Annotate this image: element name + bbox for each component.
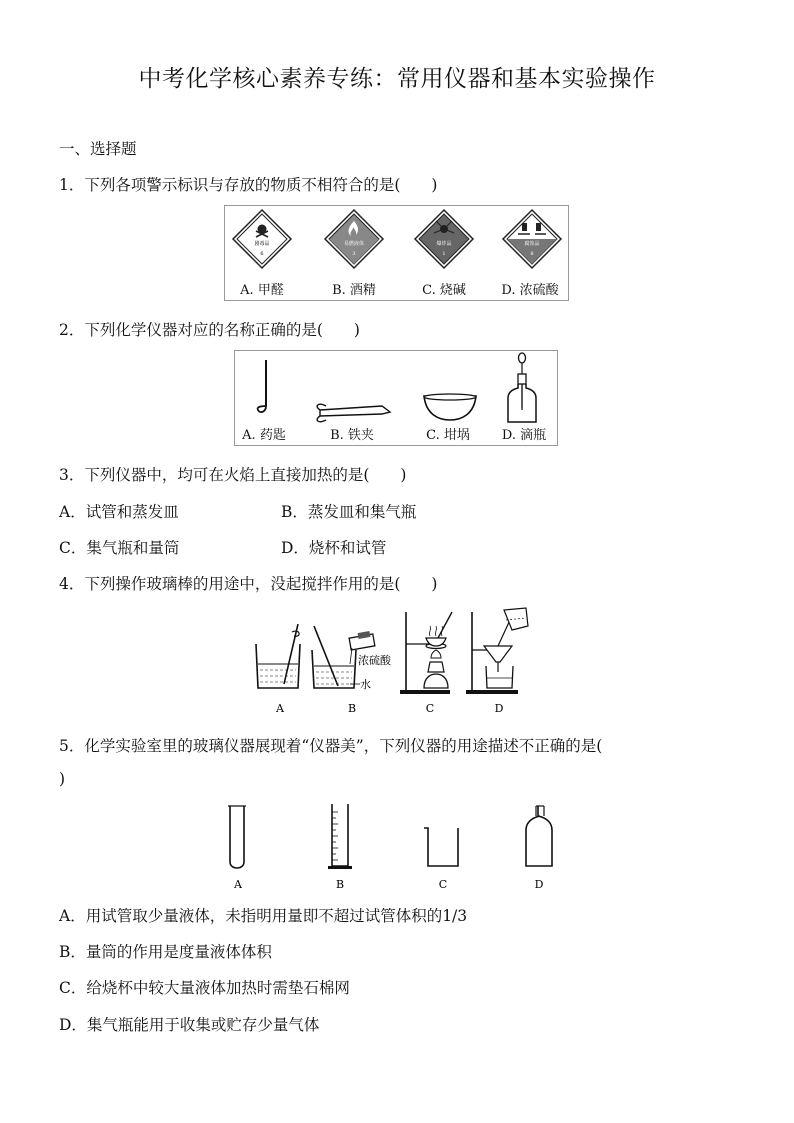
q4-label-c: C (425, 702, 435, 715)
sign-a-number: 6 (260, 251, 264, 257)
question-4-figure (246, 606, 536, 718)
question-1-figure (224, 205, 569, 301)
question-5-stem-line1: 5．化学实验室里的玻璃仪器展现着“仪器美”，下列仪器的用途描述不正确的是( (59, 737, 603, 755)
question-3-stem: 3．下列仪器中，均可在火焰上直接加热的是( ) (59, 466, 407, 484)
q5-option-d: D．集气瓶能用于收集或贮存少量气体 (59, 1016, 320, 1034)
sign-c-number: 1 (442, 251, 446, 257)
beaker-icon (424, 828, 458, 866)
q3-option-b: B．蒸发皿和集气瓶 (281, 503, 417, 521)
section-heading: 一、选择题 (59, 140, 137, 158)
q2-option-c: C. 坩埚 (426, 428, 470, 443)
graduated-cylinder-icon (328, 804, 352, 869)
q5-option-b: B．量筒的作用是度量液体体积 (59, 943, 272, 961)
q3-option-a: A．试管和蒸发皿 (59, 503, 179, 521)
q3-option-c: C．集气瓶和量筒 (59, 539, 180, 557)
beaker-stirring-icon (256, 624, 300, 688)
page-title: 中考化学核心素养专练：常用仪器和基本实验操作 (138, 66, 656, 92)
q5-label-a: A (234, 878, 242, 891)
question-5-stem-line2: ) (59, 770, 66, 788)
q3-option-d: D．烧杯和试管 (281, 539, 387, 557)
q1-option-b: B. 酒精 (332, 283, 376, 298)
evaporation-stand-icon (400, 612, 452, 694)
question-1-stem: 1．下列各项警示标识与存放的物质不相符合的是( ) (59, 176, 438, 194)
question-2-figure (234, 350, 558, 446)
q5-option-a: A．用试管取少量液体，未指明用量即不超过试管体积的1/3 (59, 907, 468, 925)
q5-option-c: C．给烧杯中较大量液体加热时需垫石棉网 (59, 979, 350, 997)
q2-option-a: A. 药匙 (242, 428, 286, 443)
question-5-figure (214, 800, 564, 892)
question-2-stem: 2．下列化学仪器对应的名称正确的是( ) (59, 321, 360, 339)
q1-option-d: D. 浓硫酸 (501, 283, 559, 298)
q1-option-c: C. 烧碱 (422, 283, 466, 298)
water-label: 水 (360, 678, 371, 691)
q1-option-a: A. 甲醛 (240, 283, 284, 298)
test-tube-icon (228, 806, 246, 868)
acid-dilution-icon (312, 626, 392, 691)
q5-label-b: B (335, 878, 345, 891)
question-4-stem: 4．下列操作玻璃棒的用途中，没起搅拌作用的是( ) (59, 575, 438, 593)
q5-label-d: D (534, 878, 544, 891)
q5-label-c: C (438, 878, 448, 891)
q4-label-b: B (347, 702, 357, 715)
sign-a-label: 剧毒品 (254, 241, 270, 247)
sign-b-label: 易燃液体 (343, 241, 365, 247)
q4-label-a: A (276, 702, 284, 715)
sign-d-label: 腐蚀品 (524, 241, 540, 247)
q4-label-d: D (494, 702, 504, 715)
q2-option-d: D. 滴瓶 (501, 428, 547, 443)
filtration-icon (466, 608, 528, 694)
sign-b-number: 3 (352, 251, 356, 257)
sign-d-number: 8 (530, 251, 534, 257)
gas-collecting-bottle-icon (526, 806, 552, 866)
acid-label: 浓硫酸 (358, 654, 391, 667)
q2-option-b: B. 铁夹 (330, 428, 374, 443)
sign-c-label: 爆炸品 (436, 241, 452, 247)
